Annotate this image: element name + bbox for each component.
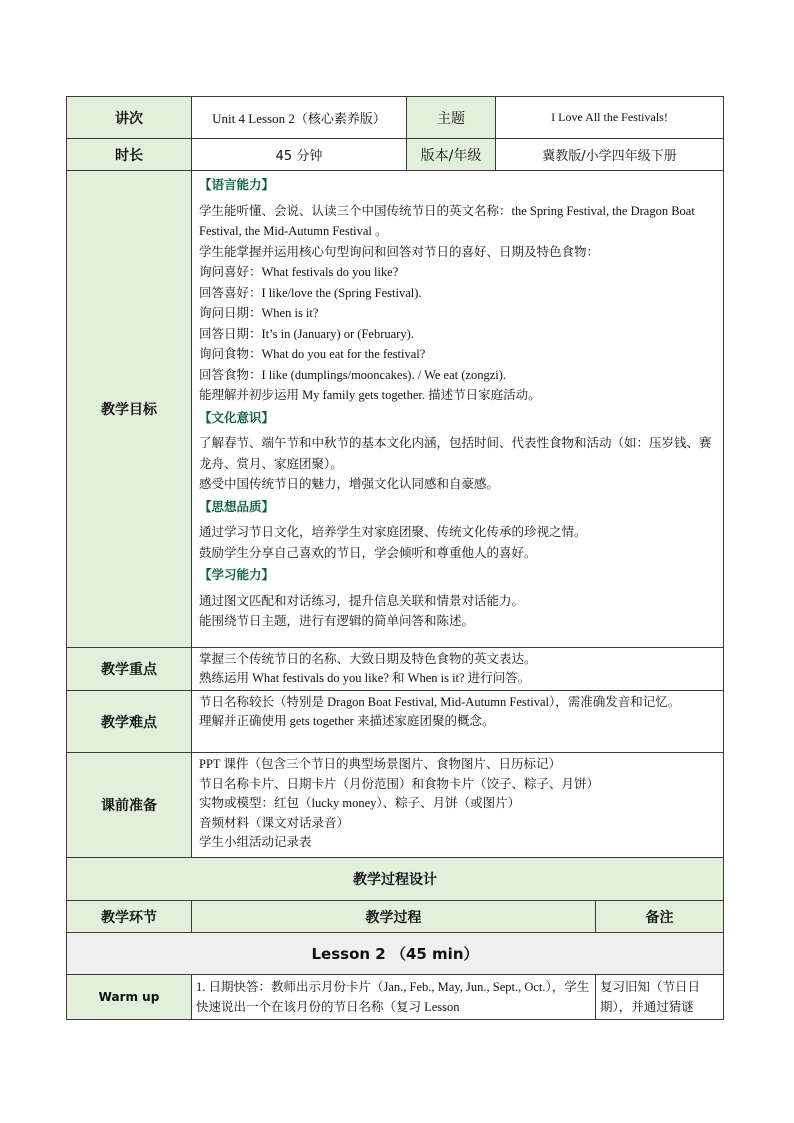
difficulties-label: 教学难点 (67, 691, 192, 753)
section-title-learning: 【学习能力】 (199, 568, 275, 582)
theme-value: I Love All the Festivals! (496, 97, 724, 139)
lesson-title-row (67, 933, 724, 975)
theme-label: 主题 (407, 97, 496, 139)
col-process-header: 教学过程 (192, 901, 596, 933)
lecture-label: 讲次 (67, 97, 192, 139)
col-notes-header: 备注 (596, 901, 724, 933)
difficulty-line: 节日名称较长（特别是 Dragon Boat Festival, Mid-Autumn Festival），需准确发音和记忆。 (199, 695, 681, 709)
preparation-row (67, 753, 724, 858)
warm-up-label: Warm up (67, 975, 192, 1020)
duration-label: 时长 (67, 139, 192, 171)
objective-line: 能理解并初步运用 My family gets together. 描述节日家庭活动。 (199, 388, 541, 402)
objectives-row (67, 171, 724, 648)
lesson-plan-table (66, 96, 724, 1020)
key-point-line: 熟练运用 What festivals do you like? 和 When is it? 进行问答。 (199, 671, 531, 685)
difficulty-line: 理解并正确使用 gets together 来描述家庭团聚的概念。 (199, 714, 495, 728)
warm-up-row (67, 975, 724, 1020)
objective-line: 回答食物：I like (dumplings/mooncakes). / We eat (zongzi). (199, 367, 507, 382)
preparation-line: 实物或模型：红包（lucky money）、粽子、月饼（或图片） (199, 796, 521, 810)
process-header-row (67, 901, 724, 933)
key-points-row (67, 648, 724, 691)
objective-line: 回答日期：It’s in (January) or (February). (199, 326, 414, 341)
objective-line: 回答喜好：I like/love the (Spring Festival). (199, 285, 422, 300)
objective-line: 学生能听懂、会说、认读三个中国传统节日的英文名称：the Spring Festival, the Dragon Boat Festival, the Mid-Autumn Festival 。 (199, 203, 695, 238)
lecture-value: Unit 4 Lesson 2（核心素养版） (192, 97, 407, 139)
section-title-culture: 【文化意识】 (199, 410, 275, 425)
key-point-line: 掌握三个传统节日的名称、大致日期及特色食物的英文表达。 (199, 652, 537, 666)
difficulties-row (67, 691, 724, 753)
preparation-line: PPT 课件（包含三个节日的典型场景图片、食物图片、日历标记） (199, 757, 561, 771)
preparation-line: 音频材料（课文对话录音） (199, 815, 350, 830)
objective-line: 通过学习节日文化，培养学生对家庭团聚、传统文化传承的珍视之情。 (199, 525, 587, 539)
preparation-content (192, 753, 724, 858)
objective-line: 感受中国传统节日的魅力，增强文化认同感和自豪感。 (199, 477, 500, 491)
objectives-label: 教学目标 (67, 171, 192, 648)
section-title-language: 【语言能力】 (199, 178, 275, 192)
objective-line: 鼓励学生分享自己喜欢的节日，学会倾听和尊重他人的喜好。 (199, 545, 537, 560)
objective-line: 了解春节、端午节和中秋节的基本文化内涵，包括时间、代表性食物和活动（如：压岁钱、赛龙舟、赏月、家庭团聚）。 (199, 436, 712, 471)
section-title-thinking: 【思想品质】 (199, 499, 275, 514)
preparation-label: 课前准备 (67, 753, 192, 858)
edition-value: 冀教版/小学四年级下册 (496, 139, 724, 171)
objective-line: 询问喜好：What festivals do you like? (199, 265, 399, 279)
objectives-content (192, 171, 724, 648)
difficulties-content (192, 691, 724, 753)
objective-line: 学生能掌握并运用核心句型询问和回答对节日的喜好、日期及特色食物： (199, 244, 600, 259)
warm-up-notes: 复习旧知（节日日期），并通过猜谜 (596, 975, 724, 1020)
preparation-line: 学生小组活动记录表 (199, 835, 312, 849)
col-stage-header: 教学环节 (67, 901, 192, 933)
edition-label: 版本/年级 (407, 139, 496, 171)
objective-line: 通过图文匹配和对话练习，提升信息关联和情景对话能力。 (199, 593, 525, 608)
header-row-lecture (67, 97, 724, 139)
process-band-row (67, 858, 724, 901)
key-points-label: 教学重点 (67, 648, 192, 691)
objective-line: 能围绕节日主题，进行有逻辑的简单问答和陈述。 (199, 614, 475, 628)
objective-line: 询问食物：What do you eat for the festival? (199, 347, 426, 361)
lesson-title: Lesson 2 （45 min） (67, 933, 724, 975)
header-row-duration (67, 139, 724, 171)
warm-up-process: 1. 日期快答：教师出示月份卡片（Jan., Feb., May, Jun., Sept., Oct.），学生快速说出一个在该月份的节日名称（复习 Lesson (192, 975, 596, 1020)
preparation-line: 节日名称卡片、日期卡片（月份范围）和食物卡片（饺子、粽子、月饼） (199, 776, 600, 791)
duration-value: 45 分钟 (192, 139, 407, 171)
objective-line: 询问日期：When is it? (199, 306, 319, 320)
key-points-content (192, 648, 724, 691)
process-band-title: 教学过程设计 (67, 858, 724, 901)
